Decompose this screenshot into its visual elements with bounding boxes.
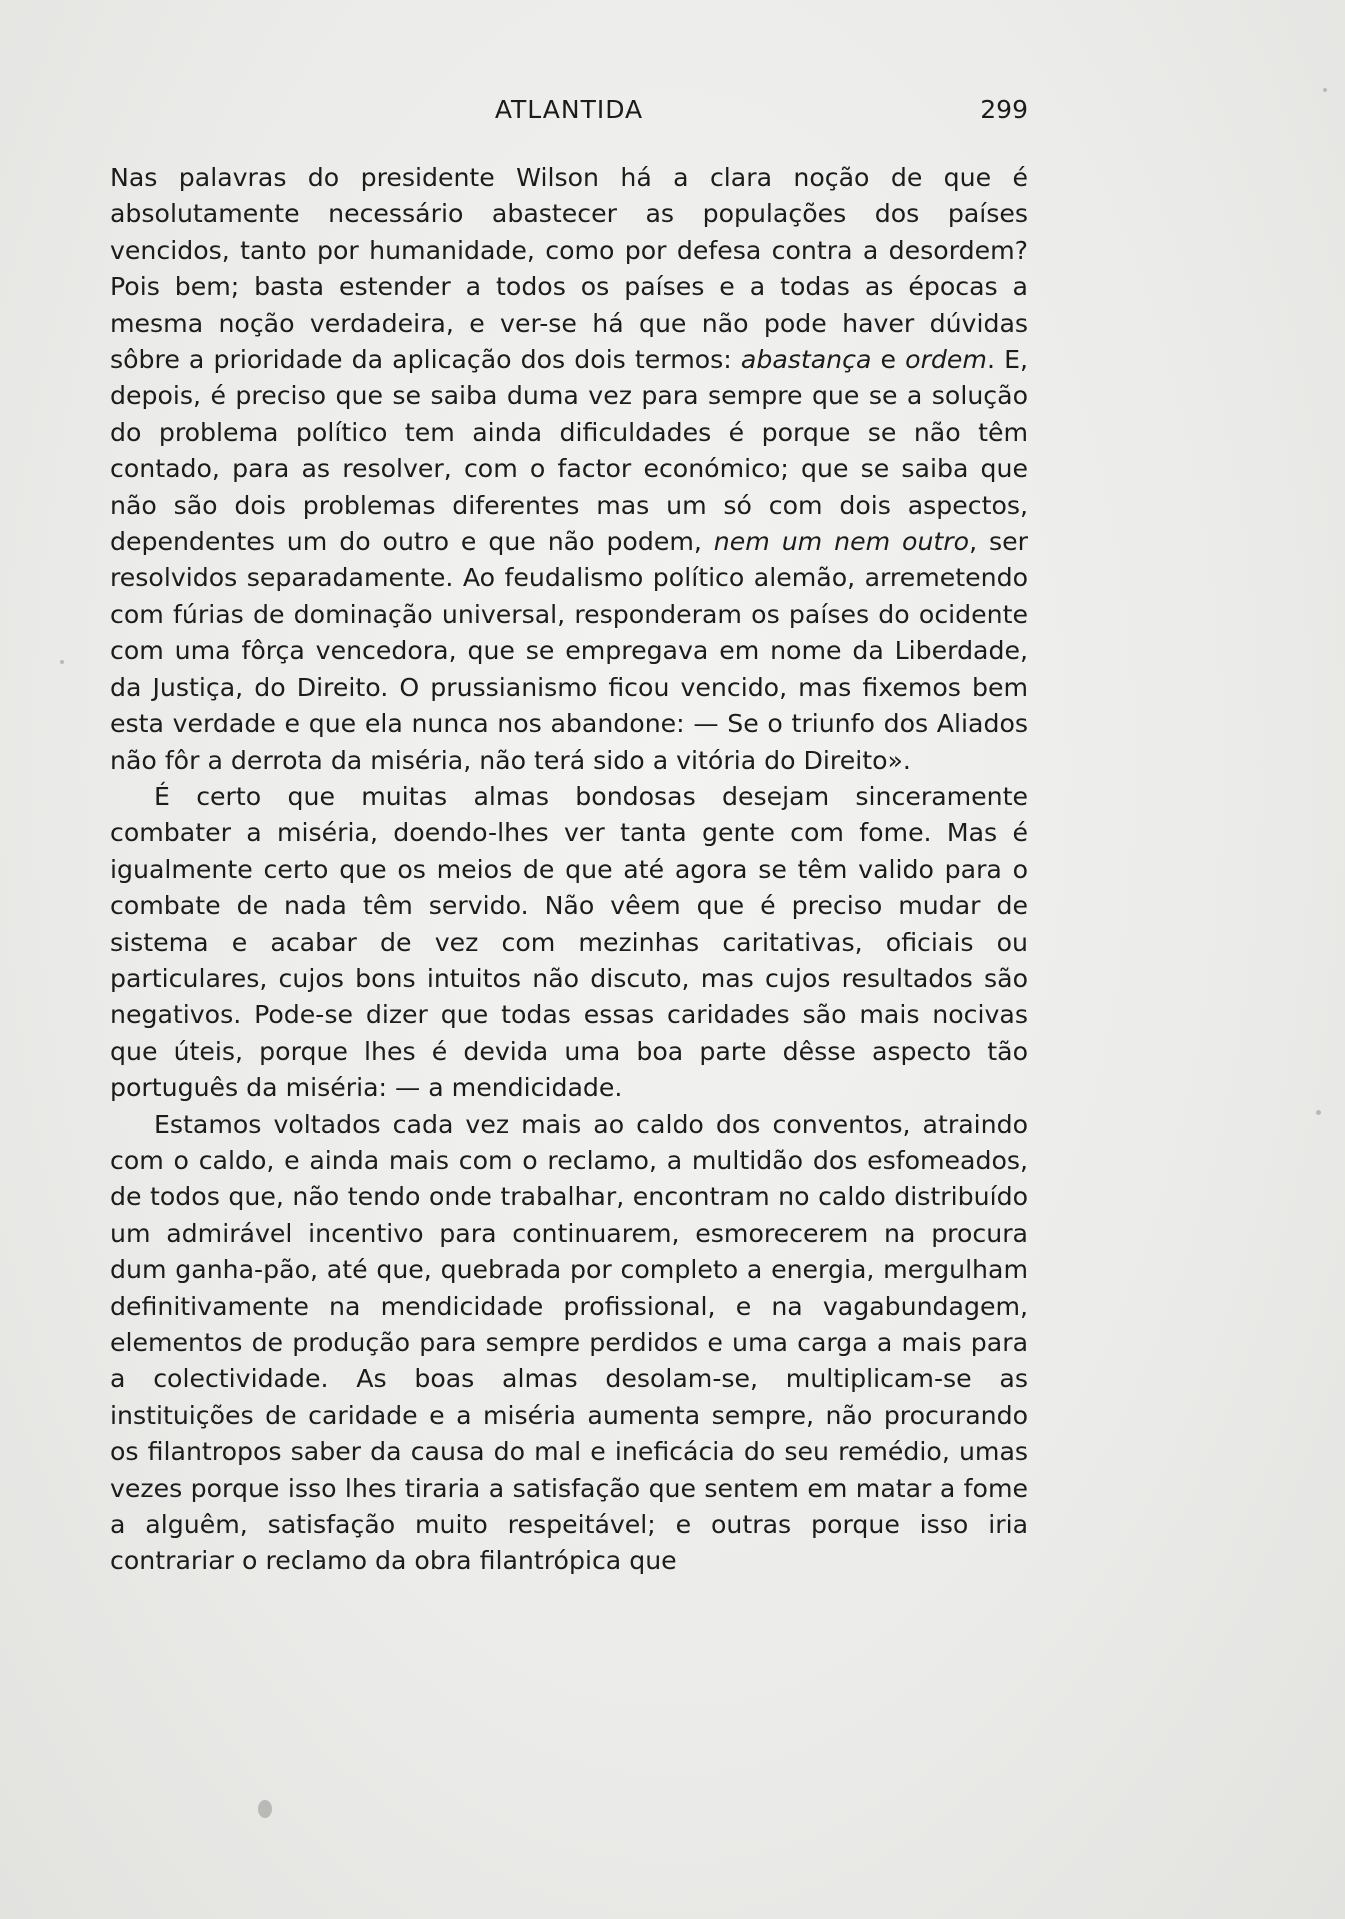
running-title: ATLANTIDA (494, 95, 644, 124)
paper-speck (1316, 1110, 1321, 1115)
body-text (110, 160, 1028, 1580)
page-header (110, 92, 1028, 128)
paper-speck (258, 1800, 272, 1818)
paragraph-1 (110, 160, 1028, 779)
italic-term: abastança (740, 345, 872, 375)
text-segment: . E, depois, é preciso que se saiba duma vez para sempre que se a solução do problema político tem ainda dificuldades é porque se não têm contado, para as resolver, com o factor económico; que se saiba que não são dois problemas diferentes mas um só com dois aspectos, dependentes um do outro e que não podem, (110, 345, 1029, 557)
italic-term: ordem (905, 345, 987, 375)
paragraph-2: É certo que muitas almas bondosas desejam sinceramente combater a miséria, doendo-lhes ver tanta gente com fome. Mas é igualmente certo que os meios de que até agora se têm valido para o combate de nada têm servido. Não vêem que é preciso mudar de sistema e acabar de vez com mezinhas caritativas, oficiais ou particulares, cujos bons intuitos não discuto, mas cujos resultados são negativos. Pode-se dizer que todas essas caridades são mais nocivas que úteis, porque lhes é devida uma boa parte dêsse aspecto tão português da miséria: — a mendicidade. (110, 781, 1028, 1103)
page-number: 299 (980, 95, 1028, 124)
text-segment: , ser resolvidos separadamente. Ao feudalismo político alemão, arremetendo com fúrias de dominação universal, responderam os países do ocidente com uma fôrça vencedora, que se empregava em nome da Liberdade, da Justiça, do Direito. O prussianismo ficou vencido, mas fixemos bem esta verdade e que ela nunca nos abandone: — Se o triunfo dos Aliados não fôr a derrota da miséria, não terá sido a vitória do Direito». (110, 527, 1028, 775)
paragraph-3: Estamos voltados cada vez mais ao caldo dos conventos, atraindo com o caldo, e ainda mais com o reclamo, a multidão dos esfomeados, de todos que, não tendo onde trabalhar, encontram no caldo distribuído um admirável incentivo para continuarem, esmorecerem na procura dum ganha-pão, até que, quebrada por completo a energia, mergulham definitivamente na mendicidade profissional, e na vagabundagem, elementos de produção para sempre perdidos e uma carga a mais para a colectividade. As boas almas desolam-se, multiplicam-se as instituições de caridade e a miséria aumenta sempre, não procurando os filantropos saber da causa do mal e ineficácia do seu remédio, umas vezes porque isso lhes tiraria a satisfação que sentem em matar a fome a alguêm, satisfação muito respeitável; e outras porque isso iria contrariar o reclamo da obra filantrópica que (110, 1109, 1028, 1576)
text-segment: Nas palavras do presidente Wilson há a clara noção de que é absolutamente necessário abastecer as populações dos países vencidos, tanto por humanidade, como por defesa contra a desordem? Pois bem; basta estender a todos os países e a todas as épocas a mesma noção verdadeira, e ver-se há que não pode haver dúvidas sôbre a prioridade da aplicação dos dois termos: (110, 163, 1028, 375)
paper-speck (1323, 88, 1327, 92)
paper-speck (60, 660, 64, 664)
italic-term: nem um nem outro (713, 527, 970, 557)
text-segment: e (871, 345, 906, 375)
